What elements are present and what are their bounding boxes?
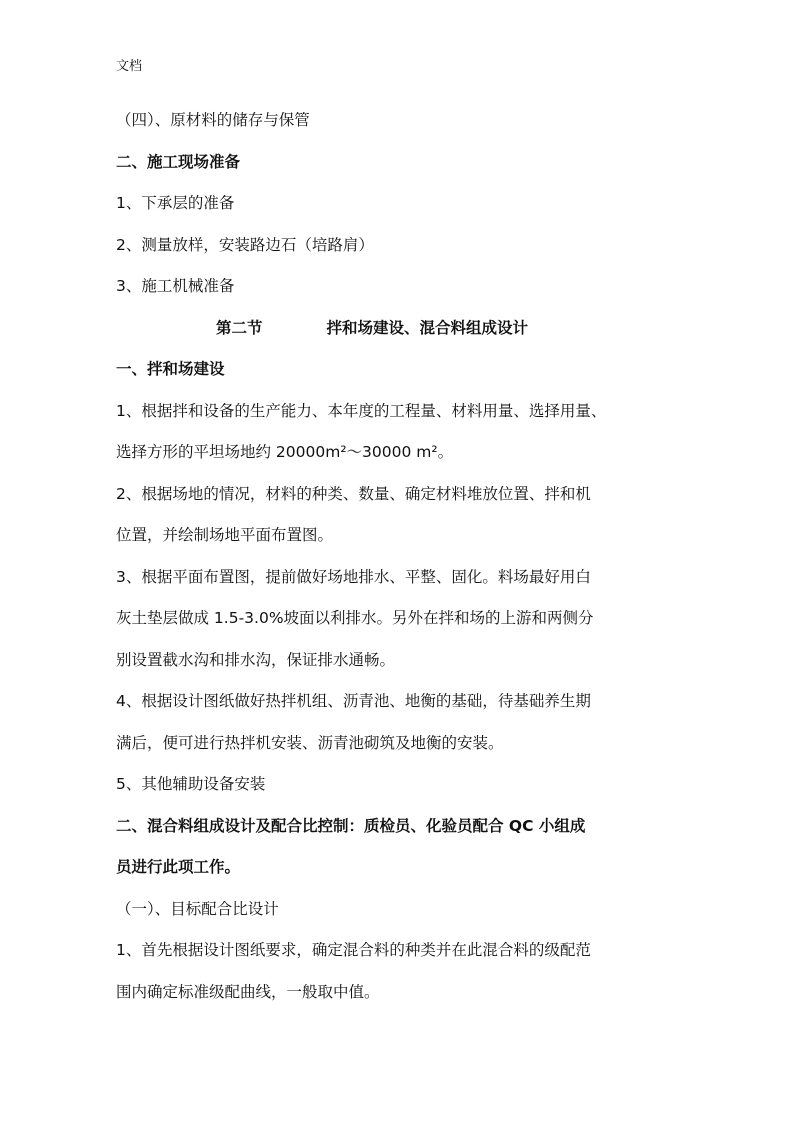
paragraph: 灰土垫层做成 1.5-3.0%坡面以利排水。另外在拌和场的上游和两侧分 [116, 609, 594, 627]
heading-construction-site-preparation: 二、施工现场准备 [116, 152, 241, 171]
section-heading [116, 308, 691, 350]
paragraph: 选择方形的平坦场地约 20000m²～30000 m²。 [116, 443, 454, 461]
section-title: 拌和场建设、混合料组成设计 [326, 318, 529, 337]
heading-mix-design: 二、混合料组成设计及配合比控制：质检员、化验员配合 QC 小组成 [116, 816, 586, 835]
paragraph: 1、首先根据设计图纸要求，确定混合料的种类并在此混合料的级配范 [116, 941, 591, 959]
page-header: 文档 [116, 59, 143, 74]
paragraph: 1、根据拌和设备的生产能力、本年度的工程量、材料用量、选择用量、 [116, 401, 607, 420]
paragraph: （一）、目标配合比设计 [116, 899, 279, 918]
paragraph: 围内确定标准级配曲线，一般取中值。 [116, 982, 380, 1001]
paragraph: 3、根据平面布置图，提前做好场地排水、平整、固化。料场最好用白 [116, 567, 591, 586]
heading-mixing-plant-construction: 一、拌和场建设 [116, 360, 225, 378]
paragraph: 3、施工机械准备 [116, 277, 235, 295]
paragraph: 位置，并绘制场地平面布置图。 [116, 526, 334, 544]
paragraph: 2、根据场地的情况，材料的种类、数量、确定材料堆放位置、拌和机 [116, 484, 591, 503]
section-number: 第二节 [216, 318, 263, 337]
paragraph: 1、下承层的准备 [116, 194, 235, 212]
paragraph: 满后，便可进行热拌机安装、沥青池砌筑及地衡的安装。 [116, 733, 504, 752]
document-body [116, 100, 691, 1013]
paragraph: （四）、原材料的储存与保管 [116, 111, 310, 129]
paragraph: 2、测量放样，安装路边石（培路肩） [116, 235, 374, 254]
heading-mix-design-cont: 员进行此项工作。 [116, 858, 241, 876]
paragraph: 别设置截水沟和排水沟，保证排水通畅。 [116, 650, 396, 669]
paragraph: 4、根据设计图纸做好热拌机组、沥青池、地衡的基础，待基础养生期 [116, 692, 591, 710]
paragraph: 5、其他辅助设备安装 [116, 775, 266, 793]
